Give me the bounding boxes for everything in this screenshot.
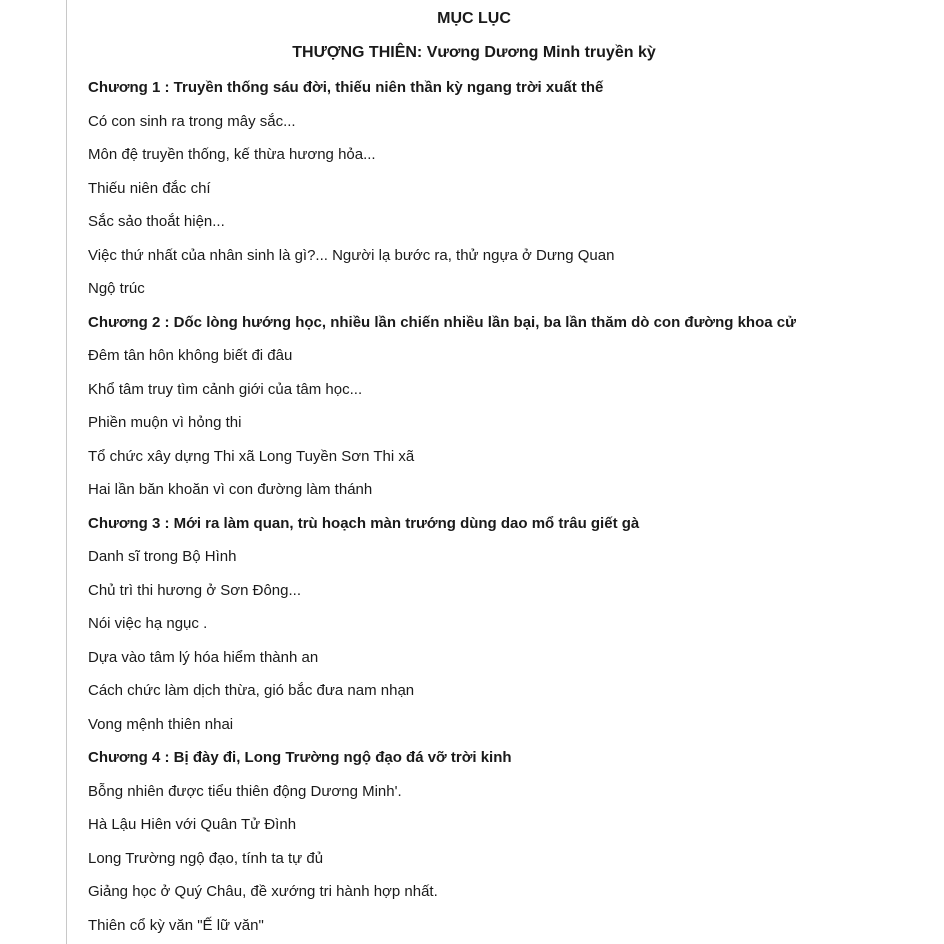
toc-section: Long Trường ngộ đạo, tính ta tự đủ	[88, 849, 324, 867]
toc-list	[88, 77, 796, 944]
toc-section: Bỗng nhiên được tiểu thiên động Dương Minh'.	[88, 782, 402, 800]
toc-chapter: Chương 3 : Mới ra làm quan, trù hoạch màn trướng dùng dao mổ trâu giết gà	[88, 514, 640, 532]
toc-section: Ngộ trúc	[88, 280, 145, 297]
toc-heading: MỤC LỤC	[437, 10, 511, 27]
toc-section: Thiếu niên đắc chí	[88, 179, 211, 197]
toc-section: Dựa vào tâm lý hóa hiểm thành an	[88, 648, 319, 666]
toc-section: Nói việc hạ ngục .	[88, 615, 208, 632]
page-margin-line	[66, 0, 67, 944]
toc-chapter: Chương 1 : Truyền thống sáu đời, thiếu niên thần kỳ ngang trời xuất thế	[88, 79, 604, 96]
toc-chapter: Chương 4 : Bị đày đi, Long Trường ngộ đạo đá vỡ trời kinh	[88, 749, 512, 766]
toc-section: Khổ tâm truy tìm cảnh giới của tâm học...	[88, 380, 363, 398]
toc-section: Sắc sảo thoắt hiện...	[88, 213, 225, 230]
toc-section: Tổ chức xây dựng Thi xã Long Tuyền Sơn Thi xã	[88, 447, 415, 465]
toc-section: Thiên cổ kỳ văn "Ế lữ văn"	[88, 916, 264, 934]
toc-chapter: Chương 2 : Dốc lòng hướng học, nhiều lần chiến nhiều lần bại, ba lần thăm dò con đường khoa cử	[88, 313, 796, 331]
toc-section: Hai lần băn khoăn vì con đường làm thánh	[88, 481, 373, 498]
toc-section: Có con sinh ra trong mây sắc...	[88, 112, 296, 130]
toc-section: Môn đệ truyền thống, kế thừa hương hỏa...	[88, 146, 376, 163]
toc-section: Chủ trì thi hương ở Sơn Đông...	[88, 581, 301, 599]
toc-section: Giảng học ở Quý Châu, đề xướng tri hành hợp nhất.	[88, 883, 438, 900]
toc-section: Việc thứ nhất của nhân sinh là gì?... Người lạ bước ra, thử ngựa ở Dưng Quan	[88, 246, 615, 264]
toc-section: Phiền muộn vì hỏng thi	[88, 414, 242, 431]
toc-section: Đêm tân hôn không biết đi đâu	[88, 347, 293, 364]
toc-section: Vong mệnh thiên nhai	[88, 715, 234, 733]
document-page	[88, 0, 928, 944]
book-title: THƯỢNG THIÊN: Vương Dương Minh truyền kỳ	[292, 44, 656, 61]
toc-section: Cách chức làm dịch thừa, gió bắc đưa nam nhạn	[88, 682, 415, 699]
toc-section: Hà Lậu Hiên với Quân Tử Đình	[88, 816, 297, 833]
toc-section: Danh sĩ trong Bộ Hình	[88, 548, 237, 565]
